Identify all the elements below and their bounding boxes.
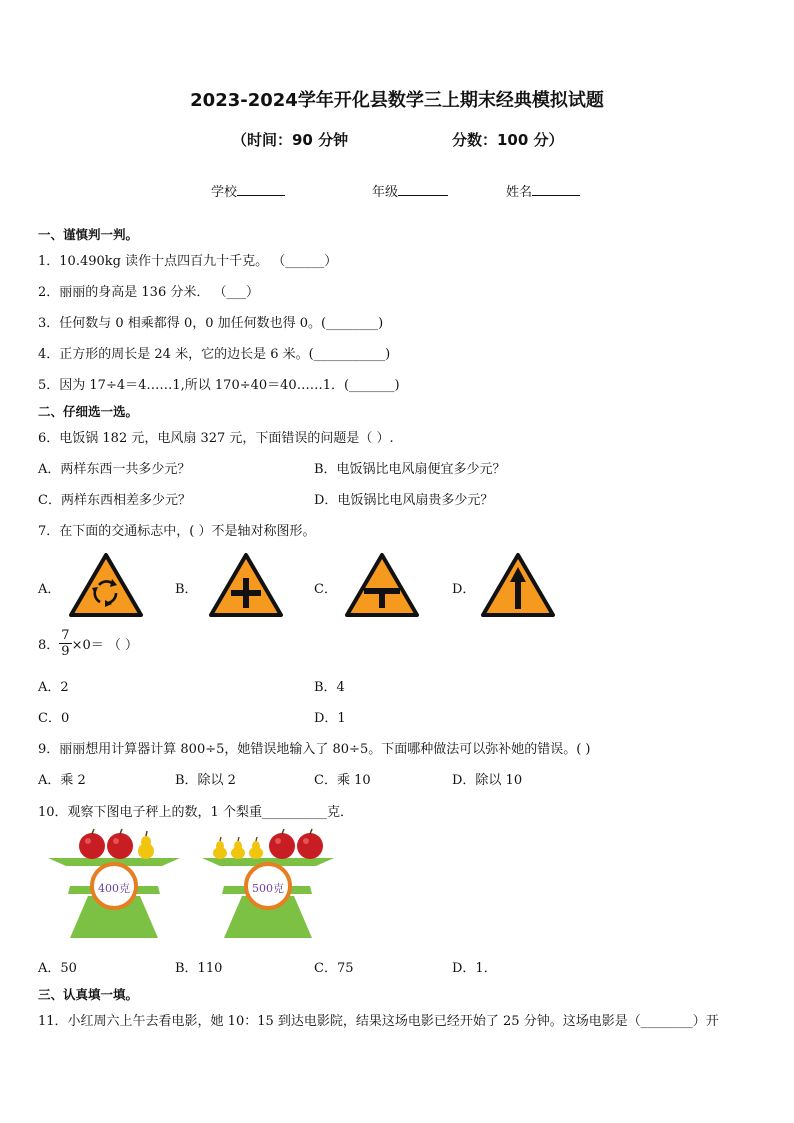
- section-3-title: 三、认真填一填。: [38, 987, 139, 1002]
- crossroad-sign-icon: [208, 552, 284, 618]
- q9-option-d: D．除以 10: [452, 773, 523, 788]
- roundabout-sign-icon: [68, 552, 144, 618]
- q6-option-a: A．两样东西一共多少元？: [38, 462, 191, 477]
- question-11: 11．小红周六上午去看电影，她 10：15 到达电影院，结果这场电影已经开始了 25 分钟。这场电影是（________）开: [38, 1014, 719, 1029]
- apple-icon: [269, 829, 295, 859]
- q8-option-d: D．1: [314, 711, 346, 726]
- exam-score: 分数：100 分）: [452, 131, 564, 149]
- pear-icon: [231, 837, 245, 859]
- scale-1-reading: 400克: [98, 882, 130, 895]
- q9-option-c: C．乘 10: [314, 773, 371, 788]
- section-1-title: 一、谨慎判一判。: [38, 227, 139, 242]
- q7-option-a: A．: [38, 582, 61, 597]
- pear-icon: [213, 837, 227, 859]
- question-1: 1．10.490kg 读作十点四百九十千克。 （______）: [38, 254, 338, 269]
- question-8: [38, 628, 138, 659]
- q8-expression: ×0＝ （ ）: [71, 638, 138, 653]
- question-6: 6．电饭锅 182 元，电风扇 327 元，下面错误的问题是（ ）.: [38, 431, 394, 446]
- question-5: 5．因为 17÷4＝4……1,所以 170÷40＝40……1．(_______): [38, 378, 400, 393]
- question-10: 10．观察下图电子秤上的数，1 个梨重__________克．: [38, 805, 353, 820]
- q10-option-b: B．110: [175, 961, 223, 976]
- straight-arrow-sign-icon: [480, 552, 556, 618]
- q9-option-a: A．乘 2: [38, 773, 86, 788]
- school-field: [211, 181, 285, 200]
- school-blank: [237, 183, 285, 196]
- apple-icon: [297, 829, 323, 859]
- q10-option-c: C．75: [314, 961, 354, 976]
- pear-icon: [138, 831, 154, 859]
- grade-field: [372, 181, 448, 200]
- q6-option-c: C．两样东西相差多少元？: [38, 493, 191, 508]
- apple-icon: [107, 829, 133, 859]
- name-blank: [532, 183, 580, 196]
- page-title: 2023-2024学年开化县数学三上期末经典模拟试题: [190, 90, 604, 111]
- school-label: 学校: [211, 185, 238, 200]
- question-3: 3．任何数与 0 相乘都得 0，0 加任何数也得 0。(________): [38, 316, 384, 331]
- exam-time: （时间：90 分钟: [232, 131, 349, 149]
- q9-option-b: B．除以 2: [175, 773, 236, 788]
- q10-option-a: A．50: [38, 961, 77, 976]
- q6-option-b: B．电饭锅比电风扇便宜多少元？: [314, 462, 506, 477]
- apple-icon: [79, 829, 105, 859]
- q10-option-d: D．1．: [452, 961, 497, 976]
- name-label: 姓名: [506, 185, 533, 200]
- q8-denominator: 9: [61, 644, 70, 659]
- grade-label: 年级: [372, 185, 399, 200]
- q6-option-d: D．电饭锅比电风扇贵多少元？: [314, 493, 494, 508]
- q8-number: 8．: [38, 638, 60, 653]
- q8-fraction: [59, 628, 71, 659]
- question-2: 2．丽丽的身高是 136 分米． （___）: [38, 285, 259, 300]
- q8-option-c: C．0: [38, 711, 70, 726]
- pear-icon: [249, 837, 263, 859]
- q8-numerator: 7: [61, 628, 70, 643]
- q7-option-b: B．: [175, 582, 198, 597]
- q8-option-b: B．4: [314, 680, 345, 695]
- question-7: 7．在下面的交通标志中，( ）不是轴对称图形。: [38, 524, 316, 539]
- name-field: [506, 181, 580, 200]
- q7-option-c: C．: [314, 582, 337, 597]
- scale-2-reading: 500克: [252, 882, 284, 895]
- grade-blank: [398, 183, 448, 196]
- q8-option-a: A．2: [38, 680, 69, 695]
- t-junction-sign-icon: [344, 552, 420, 618]
- question-9: 9．丽丽想用计算器计算 800÷5，她错误地输入了 80÷5。下面哪种做法可以弥补她的错误。( ): [38, 742, 591, 757]
- section-2-title: 二、仔细选一选。: [38, 404, 139, 419]
- q7-option-d: D．: [452, 582, 476, 597]
- question-4: 4．正方形的周长是 24 米，它的边长是 6 米。(___________): [38, 347, 391, 362]
